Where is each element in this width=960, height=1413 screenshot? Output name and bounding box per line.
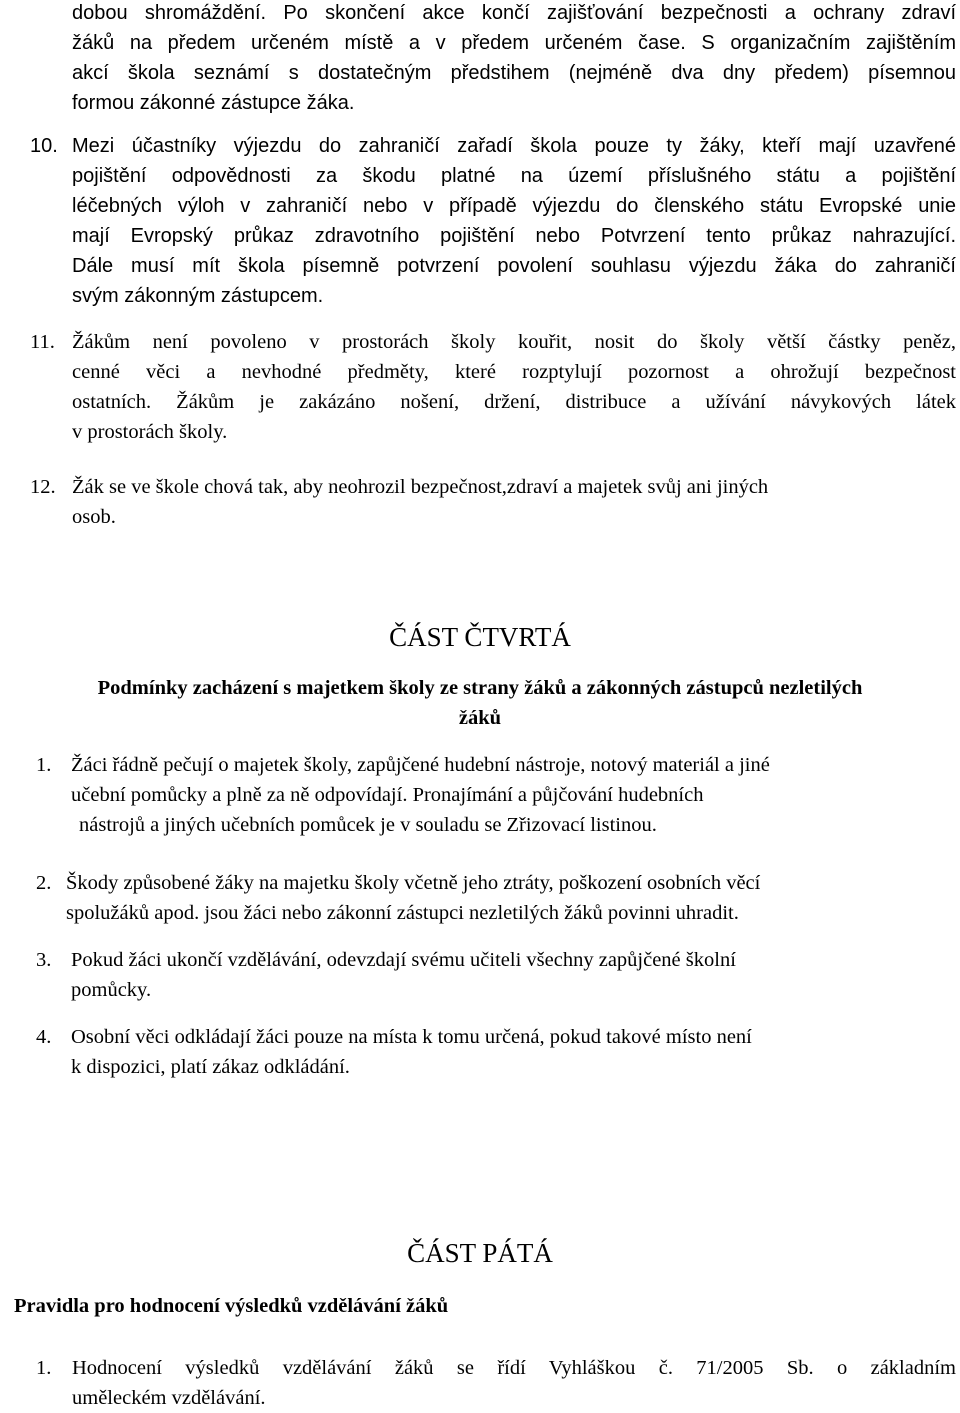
item-number: 4. <box>36 1026 52 1048</box>
text-line: dobou shromáždění. Po skončení akce končí zajišťování bezpečnosti a ochrany zdraví <box>72 2 956 24</box>
item-number: 1. <box>36 1357 52 1379</box>
text-line: Škody způsobené žáky na majetku školy včetně jeho ztráty, poškození osobních věcí <box>66 872 761 894</box>
text-line: osob. <box>72 506 116 528</box>
item-number: 12. <box>30 476 56 498</box>
text-line: Osobní věci odkládají žáci pouze na místa k tomu určená, pokud takové místo není <box>71 1026 752 1048</box>
text-line: formou zákonné zástupce žáka. <box>72 92 355 114</box>
section-subtitle: Pravidla pro hodnocení výsledků vzdělávání žáků <box>14 1295 449 1317</box>
text-line: ostatních. Žákům je zakázáno nošení, držení, distribuce a užívání návykových látek <box>72 391 956 413</box>
text-line: Hodnocení výsledků vzdělávání žáků se řídí Vyhláškou č. 71/2005 Sb. o základním <box>72 1357 956 1379</box>
section-subtitle <box>0 673 960 733</box>
list-item <box>72 327 956 447</box>
text-line: spolužáků apod. jsou žáci nebo zákonní zástupci nezletilých žáků povinni uhradit. <box>66 902 739 924</box>
list-item <box>71 1022 951 1082</box>
text-line: nástrojů a jiných učebních pomůcek je v souladu se Zřizovací listinou. <box>79 814 657 836</box>
list-item <box>72 1353 956 1413</box>
text-line: žáků na předem určeném místě a v předem určeném čase. S organizačním zajištěním <box>72 32 956 54</box>
list-item <box>71 750 951 840</box>
text-line: svým zákonným zástupcem. <box>72 285 324 307</box>
text-line: Žáci řádně pečují o majetek školy, zapůjčené hudební nástroje, notový materiál a jiné <box>71 754 770 776</box>
text-line: léčebných výloh v zahraničí nebo v případě výjezdu do členského státu Evropské unie <box>72 195 956 217</box>
item-number: 10. <box>30 135 58 157</box>
section-title: ČÁST PÁTÁ <box>407 1238 553 1268</box>
item-number: 3. <box>36 949 52 971</box>
text-line: Pokud žáci ukončí vzdělávání, odevzdají svému učiteli všechny zapůjčené školní <box>71 949 736 971</box>
text-line: v prostorách školy. <box>72 421 228 443</box>
list-item <box>72 472 956 532</box>
text-line: cenné věci a nevhodné předměty, které rozptylují pozornost a ohrožují bezpečnost <box>72 361 956 383</box>
subtitle-line: žáků <box>458 707 502 729</box>
text-line: uměleckém vzdělávání. <box>72 1387 266 1409</box>
item-number: 11. <box>30 331 55 353</box>
text-line: Žákům není povoleno v prostorách školy kouřit, nosit do školy větší částky peněz, <box>72 331 956 353</box>
text-line: k dispozici, platí zákaz odkládání. <box>71 1056 350 1078</box>
list-item <box>71 945 951 1005</box>
section-title: ČÁST ČTVRTÁ <box>389 622 571 652</box>
text-line: pomůcky. <box>71 979 152 1001</box>
text-line: pojištění odpovědnosti za škodu platné na území příslušného státu a pojištění <box>72 165 956 187</box>
list-item <box>72 131 956 311</box>
list-item <box>66 868 946 928</box>
item-number: 2. <box>36 872 52 894</box>
intro-paragraph <box>72 0 956 118</box>
text-line: Dále musí mít škola písemně potvrzení povolení souhlasu výjezdu žáka do zahraničí <box>72 255 956 277</box>
item-number: 1. <box>36 754 52 776</box>
subtitle-line: Podmínky zacházení s majetkem školy ze strany žáků a zákonných zástupců nezletilých <box>97 677 863 699</box>
text-line: mají Evropský průkaz zdravotního pojištění nebo Potvrzení tento průkaz nahrazující. <box>72 225 956 247</box>
text-line: Žák se ve škole chová tak, aby neohrozil bezpečnost,zdraví a majetek svůj ani jiných <box>72 476 769 498</box>
text-line: Mezi účastníky výjezdu do zahraničí zařadí škola pouze ty žáky, kteří mají uzavřené <box>72 135 956 157</box>
text-line: akcí škola seznámí s dostatečným předstihem (nejméně dva dny předem) písemnou <box>72 62 956 84</box>
text-line: učební pomůcky a plně za ně odpovídají. Pronajímání a půjčování hudebních <box>71 784 704 806</box>
